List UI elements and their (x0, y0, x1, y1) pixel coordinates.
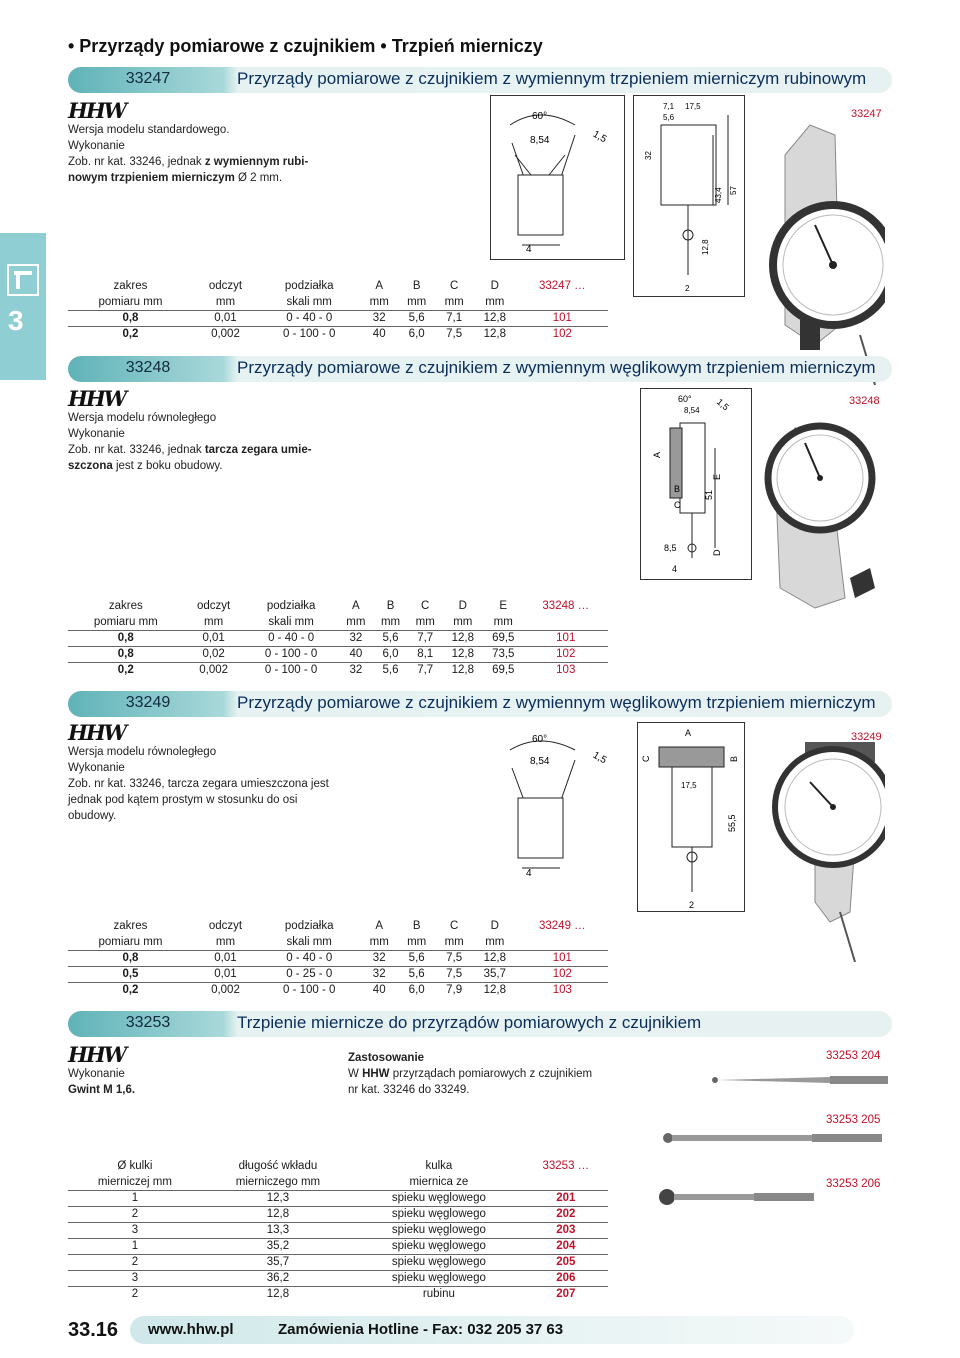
dial-indicator-photo-33248 (755, 388, 885, 618)
chapter-number: 3 (8, 305, 24, 336)
table-row: 1 35,2 spieku węglowego 204 (68, 1238, 608, 1254)
svg-text:1,5: 1,5 (714, 396, 731, 413)
page-number: 33.16 (68, 1319, 119, 1341)
svg-text:E: E (712, 473, 722, 480)
svg-text:60°: 60° (532, 111, 548, 122)
stylus-label-204: 33253 204 (826, 1050, 881, 1062)
table-row: 3 13,3 spieku węglowego 203 (68, 1222, 608, 1238)
table-row: 0,2 0,002 0 - 100 - 0 40 6,0 7,5 12,8 102 (68, 326, 608, 342)
svg-text:51: 51 (704, 489, 714, 500)
table-row: 0,2 0,002 0 - 100 - 0 32 5,6 7,7 12,8 69,5 103 (68, 662, 608, 678)
svg-text:A: A (685, 728, 692, 738)
svg-text:55,5: 55,5 (727, 814, 737, 832)
dimension-drawing-33247 (490, 95, 625, 260)
description-33253: Wykonanie Gwint M 1,6. (68, 1068, 136, 1096)
svg-text:C: C (674, 500, 681, 510)
svg-text:4: 4 (672, 564, 678, 574)
section-code: 33253 (125, 1014, 171, 1031)
dimension-drawing-33249-side (637, 722, 745, 912)
svg-text:C: C (641, 755, 651, 762)
dimension-drawing-33247-side (633, 95, 745, 297)
svg-text:60°: 60° (678, 394, 692, 404)
page-title: • Przyrządy pomiarowe z czujnikiem • Trzpień mierniczy (68, 36, 543, 56)
svg-text:12,8: 12,8 (701, 239, 710, 255)
table-row: 0,8 0,01 0 - 40 - 0 32 5,6 7,5 12,8 101 (68, 950, 608, 966)
svg-text:8,54: 8,54 (530, 135, 550, 146)
table-row: 0,8 0,02 0 - 100 - 0 40 6,0 8,1 12,8 73,5 102 (68, 646, 608, 662)
section-bar-33248 (68, 356, 892, 382)
table-row: 1 12,3 spieku węglowego 201 (68, 1190, 608, 1206)
hhw-logo: HHW (68, 386, 126, 411)
dimension-drawing-33249 (490, 728, 625, 878)
dial-indicator-photo-33247 (755, 95, 885, 385)
svg-text:60°: 60° (532, 734, 548, 745)
spec-table-33249: zakres odczyt podziałka A B C D 33249 … pomiaru mm mm skali mm mm mm mm mm 0,8 0,01 0 - 40 - 0 32 5,6 7,5 12,8 101 0,5 0,01 0 - 25 - 0 32 5,6 7,5 35,7 102 0,2 0,002 0 - 100 - 0 40 6,0 7,9 12,8 103 (68, 918, 608, 998)
svg-text:7,1: 7,1 (663, 102, 675, 111)
dimension-drawing-33248 (640, 388, 752, 580)
svg-text:8,54: 8,54 (530, 756, 550, 767)
hhw-logo: HHW (68, 98, 126, 123)
application-33253: Zastosowanie W HHW przyrządach pomiarowych z czujnikiem nr kat. 33246 do 33249. (348, 1052, 593, 1096)
svg-text:43,4: 43,4 (714, 187, 723, 203)
chapter-tab (0, 233, 46, 380)
section-bar-33247 (68, 67, 892, 93)
svg-text:B: B (729, 755, 739, 762)
section-code: 33248 (125, 359, 171, 376)
svg-text:33249: 33249 (851, 731, 882, 743)
stylus-label-205: 33253 205 (826, 1114, 881, 1126)
table-row: 3 36,2 spieku węglowego 206 (68, 1270, 608, 1286)
section-code: 33247 (125, 70, 171, 87)
svg-text:5,6: 5,6 (663, 113, 675, 122)
table-row: 0,8 0,01 0 - 40 - 0 32 5,6 7,7 12,8 69,5 101 (68, 630, 608, 646)
svg-text:33247: 33247 (851, 108, 882, 120)
footer-bar (130, 1316, 854, 1344)
svg-text:1,5: 1,5 (590, 749, 609, 767)
svg-text:4: 4 (526, 868, 532, 878)
table-row: 2 12,8 rubinu 207 (68, 1286, 608, 1302)
caliper-icon (6, 263, 40, 297)
svg-text:17,5: 17,5 (685, 102, 701, 111)
hhw-logo: HHW (68, 1042, 126, 1067)
description-33247: Wersja modelu standardowego. Wykonanie Zob. nr kat. 33246, jednak z wymiennym rubi- nowym trzpieniem mierniczym Ø 2 mm. (68, 124, 309, 184)
svg-text:B: B (674, 484, 681, 494)
section-bar-33253 (68, 1011, 892, 1037)
svg-text:8,5: 8,5 (664, 543, 677, 553)
table-row: 0,8 0,01 0 - 40 - 0 32 5,6 7,1 12,8 101 (68, 310, 608, 326)
svg-text:1,5: 1,5 (590, 128, 609, 146)
dial-indicator-photo-33249 (755, 722, 885, 962)
stylus-label-206: 33253 206 (826, 1178, 881, 1190)
svg-text:33248: 33248 (849, 395, 880, 407)
spec-table-33248: zakres odczyt podziałka A B C D E 33248 … pomiaru mm mm skali mm mm mm mm mm mm 0,8 0,01 0 - 40 - 0 32 5,6 7,7 12,8 69,5 101 0,8 0,02 0 - 100 - 0 40 6,0 8,1 12,8 73,5 102 0,2 0,002 0 - 100 - 0 32 5,6 7,7 12,8 69,5 103 (68, 598, 608, 678)
svg-text:2: 2 (685, 284, 690, 293)
website-link[interactable]: www.hhw.pl (148, 1321, 234, 1338)
svg-text:2: 2 (689, 900, 695, 910)
svg-text:8,54: 8,54 (684, 406, 700, 415)
hotline-text: Zamówienia Hotline - Fax: 032 205 37 63 (278, 1321, 564, 1338)
svg-text:A: A (652, 451, 662, 458)
svg-text:D: D (712, 549, 722, 556)
svg-text:17,5: 17,5 (681, 781, 697, 790)
section-title: Trzpienie miernicze do przyrządów pomiarowych z czujnikiem (237, 1013, 702, 1032)
svg-text:32: 32 (644, 151, 653, 160)
stylus-photo-205 (660, 1128, 885, 1148)
svg-text:4: 4 (526, 244, 532, 255)
table-row: 0,2 0,002 0 - 100 - 0 40 6,0 7,9 12,8 103 (68, 982, 608, 998)
section-title: Przyrządy pomiarowe z czujnikiem z wymiennym węglikowym trzpieniem mierniczym (237, 693, 876, 712)
table-row: 2 12,8 spieku węglowego 202 (68, 1206, 608, 1222)
section-code: 33249 (125, 694, 171, 711)
table-row: 2 35,7 spieku węglowego 205 (68, 1254, 608, 1270)
stylus-photo-206 (658, 1185, 818, 1209)
spec-table-33247: zakres odczyt podziałka A B C D 33247 … pomiaru mm mm skali mm mm mm mm mm 0,8 0,01 0 - 40 - 0 32 5,6 7,1 12,8 101 0,2 0,002 0 - 100 - 0 40 6,0 7,5 12,8 102 (68, 278, 608, 342)
stylus-photo-204 (710, 1068, 890, 1088)
spec-table-33253: Ø kulki długość wkładu kulka 33253 … mierniczej mm mierniczego mm miernica ze 1 12,3 spieku węglowego 201 2 12,8 spieku węglowego 202 3 13,3 spieku węglowego 203 1 35,2 spieku węglowego 204 2 35,7 spieku węglowego 205 3 36,2 spieku węglowego 206 2 12,8 rubinu 207 (68, 1158, 608, 1302)
hhw-logo: HHW (68, 720, 126, 745)
section-title: Przyrządy pomiarowe z czujnikiem z wymiennym trzpieniem mierniczym rubinowym (237, 69, 867, 88)
section-bar-33249 (68, 691, 892, 717)
svg-text:57: 57 (729, 186, 738, 195)
description-33249: Wersja modelu równoległego Wykonanie Zob. nr kat. 33246, tarcza zegara umieszczona jest jednak pod kątem prostym w stosunku do osi obudowy. (68, 746, 329, 822)
table-row: 0,5 0,01 0 - 25 - 0 32 5,6 7,5 35,7 102 (68, 966, 608, 982)
section-title: Przyrządy pomiarowe z czujnikiem z wymiennym węglikowym trzpieniem mierniczym (237, 358, 876, 377)
description-33248: Wersja modelu równoległego Wykonanie Zob. nr kat. 33246, jednak tarcza zegara umie- szczona jest z boku obudowy. (68, 412, 312, 472)
